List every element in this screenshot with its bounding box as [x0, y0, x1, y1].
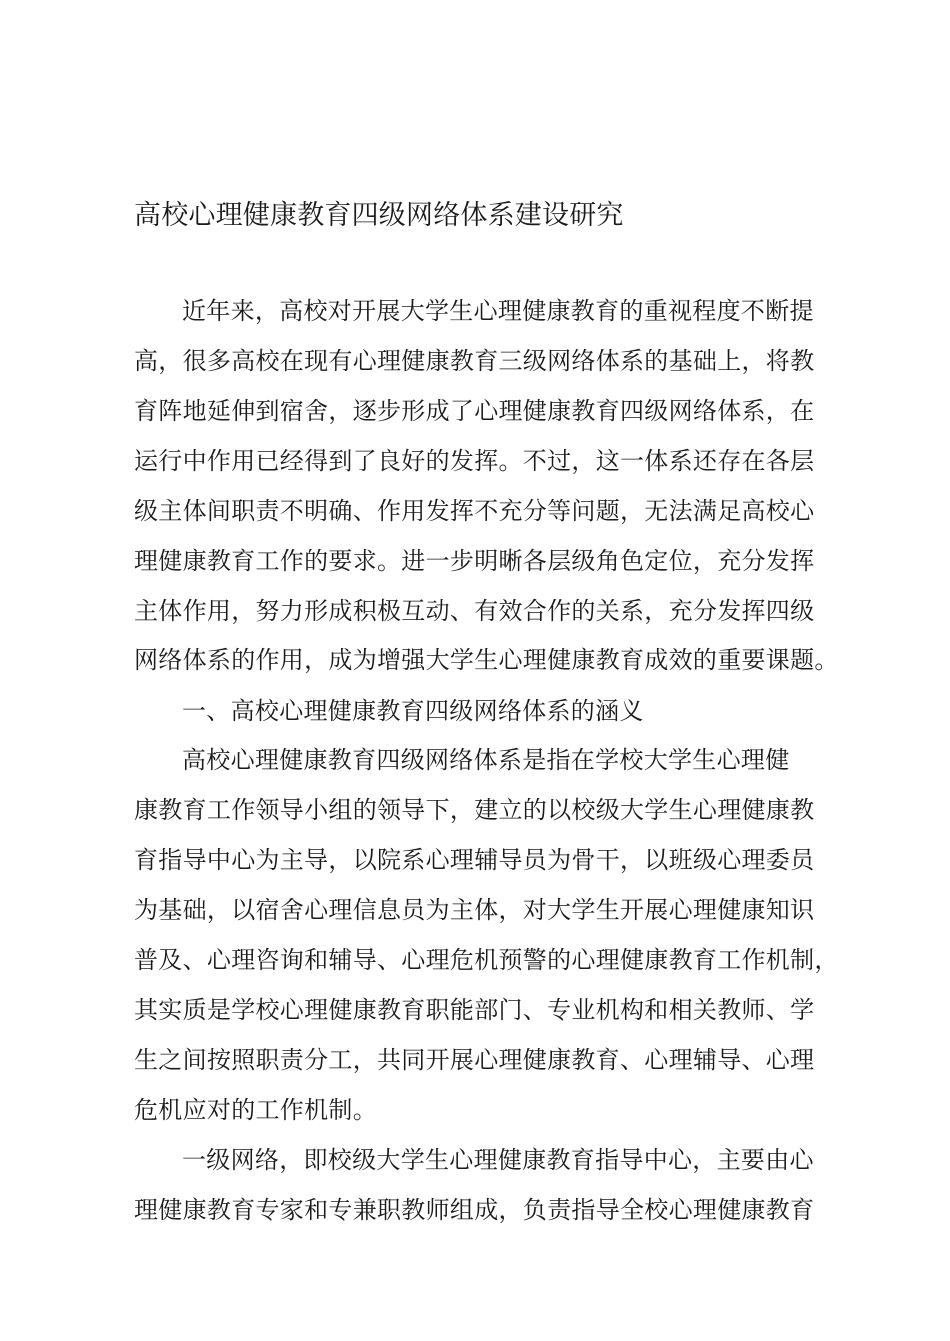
paragraph-line: 高，很多高校在现有心理健康教育三级网络体系的基础上，将教 [134, 347, 815, 375]
paragraph-line: 运行中作用已经得到了良好的发挥。不过，这一体系还存在各层 [134, 447, 815, 475]
paragraph-line: 理健康教育工作的要求。进一步明晰各层级角色定位，充分发挥 [134, 547, 815, 575]
paragraph-line: 其实质是学校心理健康教育职能部门、专业机构和相关教师、学 [134, 996, 815, 1024]
paragraph-line: 普及、心理咨询和辅导、心理危机预警的心理健康教育工作机制， [134, 946, 839, 974]
document-title: 高校心理健康教育四级网络体系建设研究 [134, 200, 624, 231]
paragraph-line: 近年来，高校对开展大学生心理健康教育的重视程度不断提 [182, 297, 814, 325]
paragraph-line: 理健康教育专家和专兼职教师组成，负责指导全校心理健康教育 [134, 1196, 815, 1224]
paragraph-line: 为基础，以宿舍心理信息员为主体，对大学生开展心理健康知识 [134, 896, 815, 924]
section-heading: 一、高校心理健康教育四级网络体系的涵义 [182, 697, 644, 725]
paragraph-line: 高校心理健康教育四级网络体系是指在学校大学生心理健 [182, 746, 790, 774]
paragraph-line: 主体作用，努力形成积极互动、有效合作的关系，充分发挥四级 [134, 597, 815, 625]
paragraph-line: 危机应对的工作机制。 [134, 1096, 377, 1124]
paragraph-line: 生之间按照职责分工，共同开展心理健康教育、心理辅导、心理 [134, 1046, 815, 1074]
paragraph-line: 级主体间职责不明确、作用发挥不充分等问题，无法满足高校心 [134, 497, 815, 525]
paragraph-line: 育指导中心为主导，以院系心理辅导员为骨干，以班级心理委员 [134, 846, 815, 874]
paragraph-line: 康教育工作领导小组的领导下，建立的以校级大学生心理健康教 [134, 796, 815, 824]
paragraph-line: 网络体系的作用，成为增强大学生心理健康教育成效的重要课题。 [134, 646, 839, 674]
paragraph-line: 一级网络，即校级大学生心理健康教育指导中心，主要由心 [182, 1146, 814, 1174]
paragraph-line: 育阵地延伸到宿舍，逐步形成了心理健康教育四级网络体系，在 [134, 397, 815, 425]
